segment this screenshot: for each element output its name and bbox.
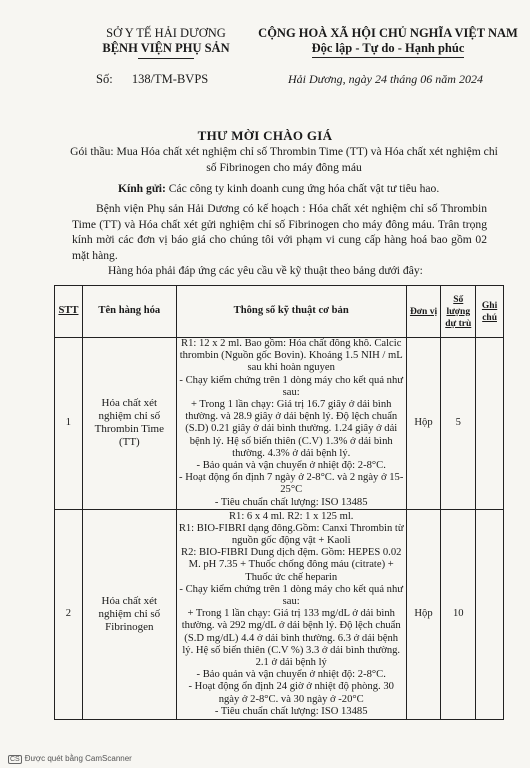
specification-table — [54, 285, 504, 720]
row-unit: Hộp — [406, 338, 441, 510]
document-number — [96, 72, 208, 87]
param-line: - Chạy kiểm chứng trên 1 dòng máy cho kết quả như sau: — [179, 583, 404, 608]
row-item-name: Hóa chất xét nghiệm chỉ số Thrombin Time (TT) — [82, 338, 176, 510]
body-paragraph: Bệnh viện Phụ sản Hải Dương có kế hoạch : Hóa chất xét nghiệm chỉ số Thrombin Time (TT) và Hóa chất xét gửi nghiệm chỉ số Fibrinogen cho máy đông máu. Trân trọng kính mời các đơn vị báo giá cho chúng tôi với phạm vi cung cấp hàng hoá bao gồm 02 mặt hàng. — [72, 202, 487, 262]
document-number-label: Số: — [96, 72, 113, 86]
row-item-name: Hóa chất xét nghiệm chỉ số Fibrinogen — [82, 509, 176, 719]
row-note — [476, 338, 504, 510]
header-name: Tên hàng hóa — [82, 286, 176, 338]
row-stt: 2 — [55, 509, 83, 719]
row-qty: 5 — [441, 338, 476, 510]
param-line: + Trong 1 lần chạy: Giá trị 133 mg/dL ở dải bình thường. và 292 mg/dL ở dải bệnh lý. Độ lệch chuẩn (S.D mg/dL) 4.4 ở dải bình thường. 6.3 ở dải bệnh lý. Hệ số biến thiên (C.V %) 3.3 ở dải bình thường. 2.1 ở dải bệnh lý — [181, 608, 401, 669]
recipient-label: Kính gửi: — [118, 182, 166, 195]
recipient — [118, 181, 498, 197]
row-params — [176, 338, 406, 510]
row-stt: 1 — [55, 338, 83, 510]
header-qty: Số lượng dự trù — [441, 286, 476, 338]
place-date: Hải Dương, ngày 24 tháng 06 năm 2024 — [288, 72, 483, 86]
scanner-watermark — [8, 754, 132, 764]
param-line: - Bảo quản và vận chuyển ở nhiệt độ: 2-8°C. — [196, 460, 386, 472]
national-header — [246, 26, 530, 58]
param-line: R2: BIO-FIBRI Dung dịch đệm. Gồm: HEPES 0.02 M. pH 7.35 + Thuốc chống đông máu (citrate) + Thuốc ức chế heparin — [181, 547, 402, 583]
param-line: - Tiêu chuẩn chất lượng: ISO 13485 — [214, 496, 368, 508]
department-name: SỞ Y TẾ HẢI DƯƠNG — [106, 26, 226, 40]
param-line: R1: 12 x 2 ml. Bao gồm: Hóa chất đông khô. Calcic thrombin (Nguồn gốc Bovin). Khoảng 1.5 NIH / mL sau khi hoàn nguyen — [179, 338, 403, 374]
table-header-row — [55, 286, 504, 338]
param-line: - Bảo quản và vận chuyển ở nhiệt độ: 2-8°C. — [196, 669, 386, 681]
recipient-text: Các công ty kinh doanh cung ứng hóa chất vật tư tiêu hao. — [165, 182, 440, 195]
header-params: Thông số kỹ thuật cơ bản — [176, 286, 406, 338]
table-intro: Hàng hóa phải đáp ứng các yêu cầu về kỹ thuật theo bảng dưới đây: — [108, 264, 423, 277]
camscanner-icon: CS — [10, 756, 20, 763]
country-name: CỘNG HOÀ XÃ HỘI CHỦ NGHĨA VIỆT NAM — [258, 26, 518, 40]
national-motto: Độc lập - Tự do - Hạnh phúc — [312, 41, 465, 58]
table-row — [55, 338, 504, 510]
param-line: - Hoạt động ổn định 7 ngày ở 2-8°C. và 2 ngày ở 15-25°C — [179, 472, 404, 496]
row-qty: 10 — [441, 509, 476, 719]
header-stt: STT — [55, 286, 83, 338]
watermark-text: Được quét bằng CamScanner — [24, 754, 132, 763]
param-line: - Tiêu chuẩn chất lượng: ISO 13485 — [214, 705, 368, 717]
param-line: R1: BIO-FIBRI dạng đông.Gồm: Canxi Thrombin từ nguồn gốc động vật + Kaoli — [178, 522, 404, 547]
row-params — [176, 509, 406, 719]
param-line: - Hoạt động ổn định 24 giờ ở nhiệt độ phòng. 30 ngày ở 2-8°C. và 30 ngày ở -20°C — [188, 681, 394, 705]
row-note — [476, 509, 504, 719]
param-line: + Trong 1 lần chạy: Giá trị 16.7 giây ở dải bình thường. và 28.9 giây ở dải bệnh lý. Độ lệch chuẩn (S.D) 0.21 giây ở dải bình thường. 1.24 giây ở dải bệnh lý. Hệ số biến thiên (C.V) 1.3% ở dải bình thường. 4.3% ở dải bệnh lý. — [185, 399, 398, 459]
issuer-header — [66, 26, 266, 59]
table-row — [55, 509, 504, 719]
header-unit: Đơn vị — [406, 286, 441, 338]
header-note: Ghi chú — [476, 286, 504, 338]
param-line: - Chạy kiểm chứng trên 1 dòng máy cho kết quả như sau: — [179, 374, 404, 398]
header-divider — [138, 58, 194, 59]
param-line: R1: 6 x 4 ml. R2: 1 x 125 ml. — [228, 510, 354, 522]
document-number-value: 138/TM-BVPS — [131, 72, 209, 86]
hospital-name: BỆNH VIỆN PHỤ SẢN — [102, 41, 230, 55]
document-title: THƯ MỜI CHÀO GIÁ — [197, 128, 333, 143]
package-description: Gói thầu: Mua Hóa chất xét nghiệm chỉ số Thrombin Time (TT) và Hóa chất xét nghiệm chỉ số Fibrinogen cho máy đông máu — [70, 145, 498, 174]
row-unit: Hộp — [406, 509, 441, 719]
